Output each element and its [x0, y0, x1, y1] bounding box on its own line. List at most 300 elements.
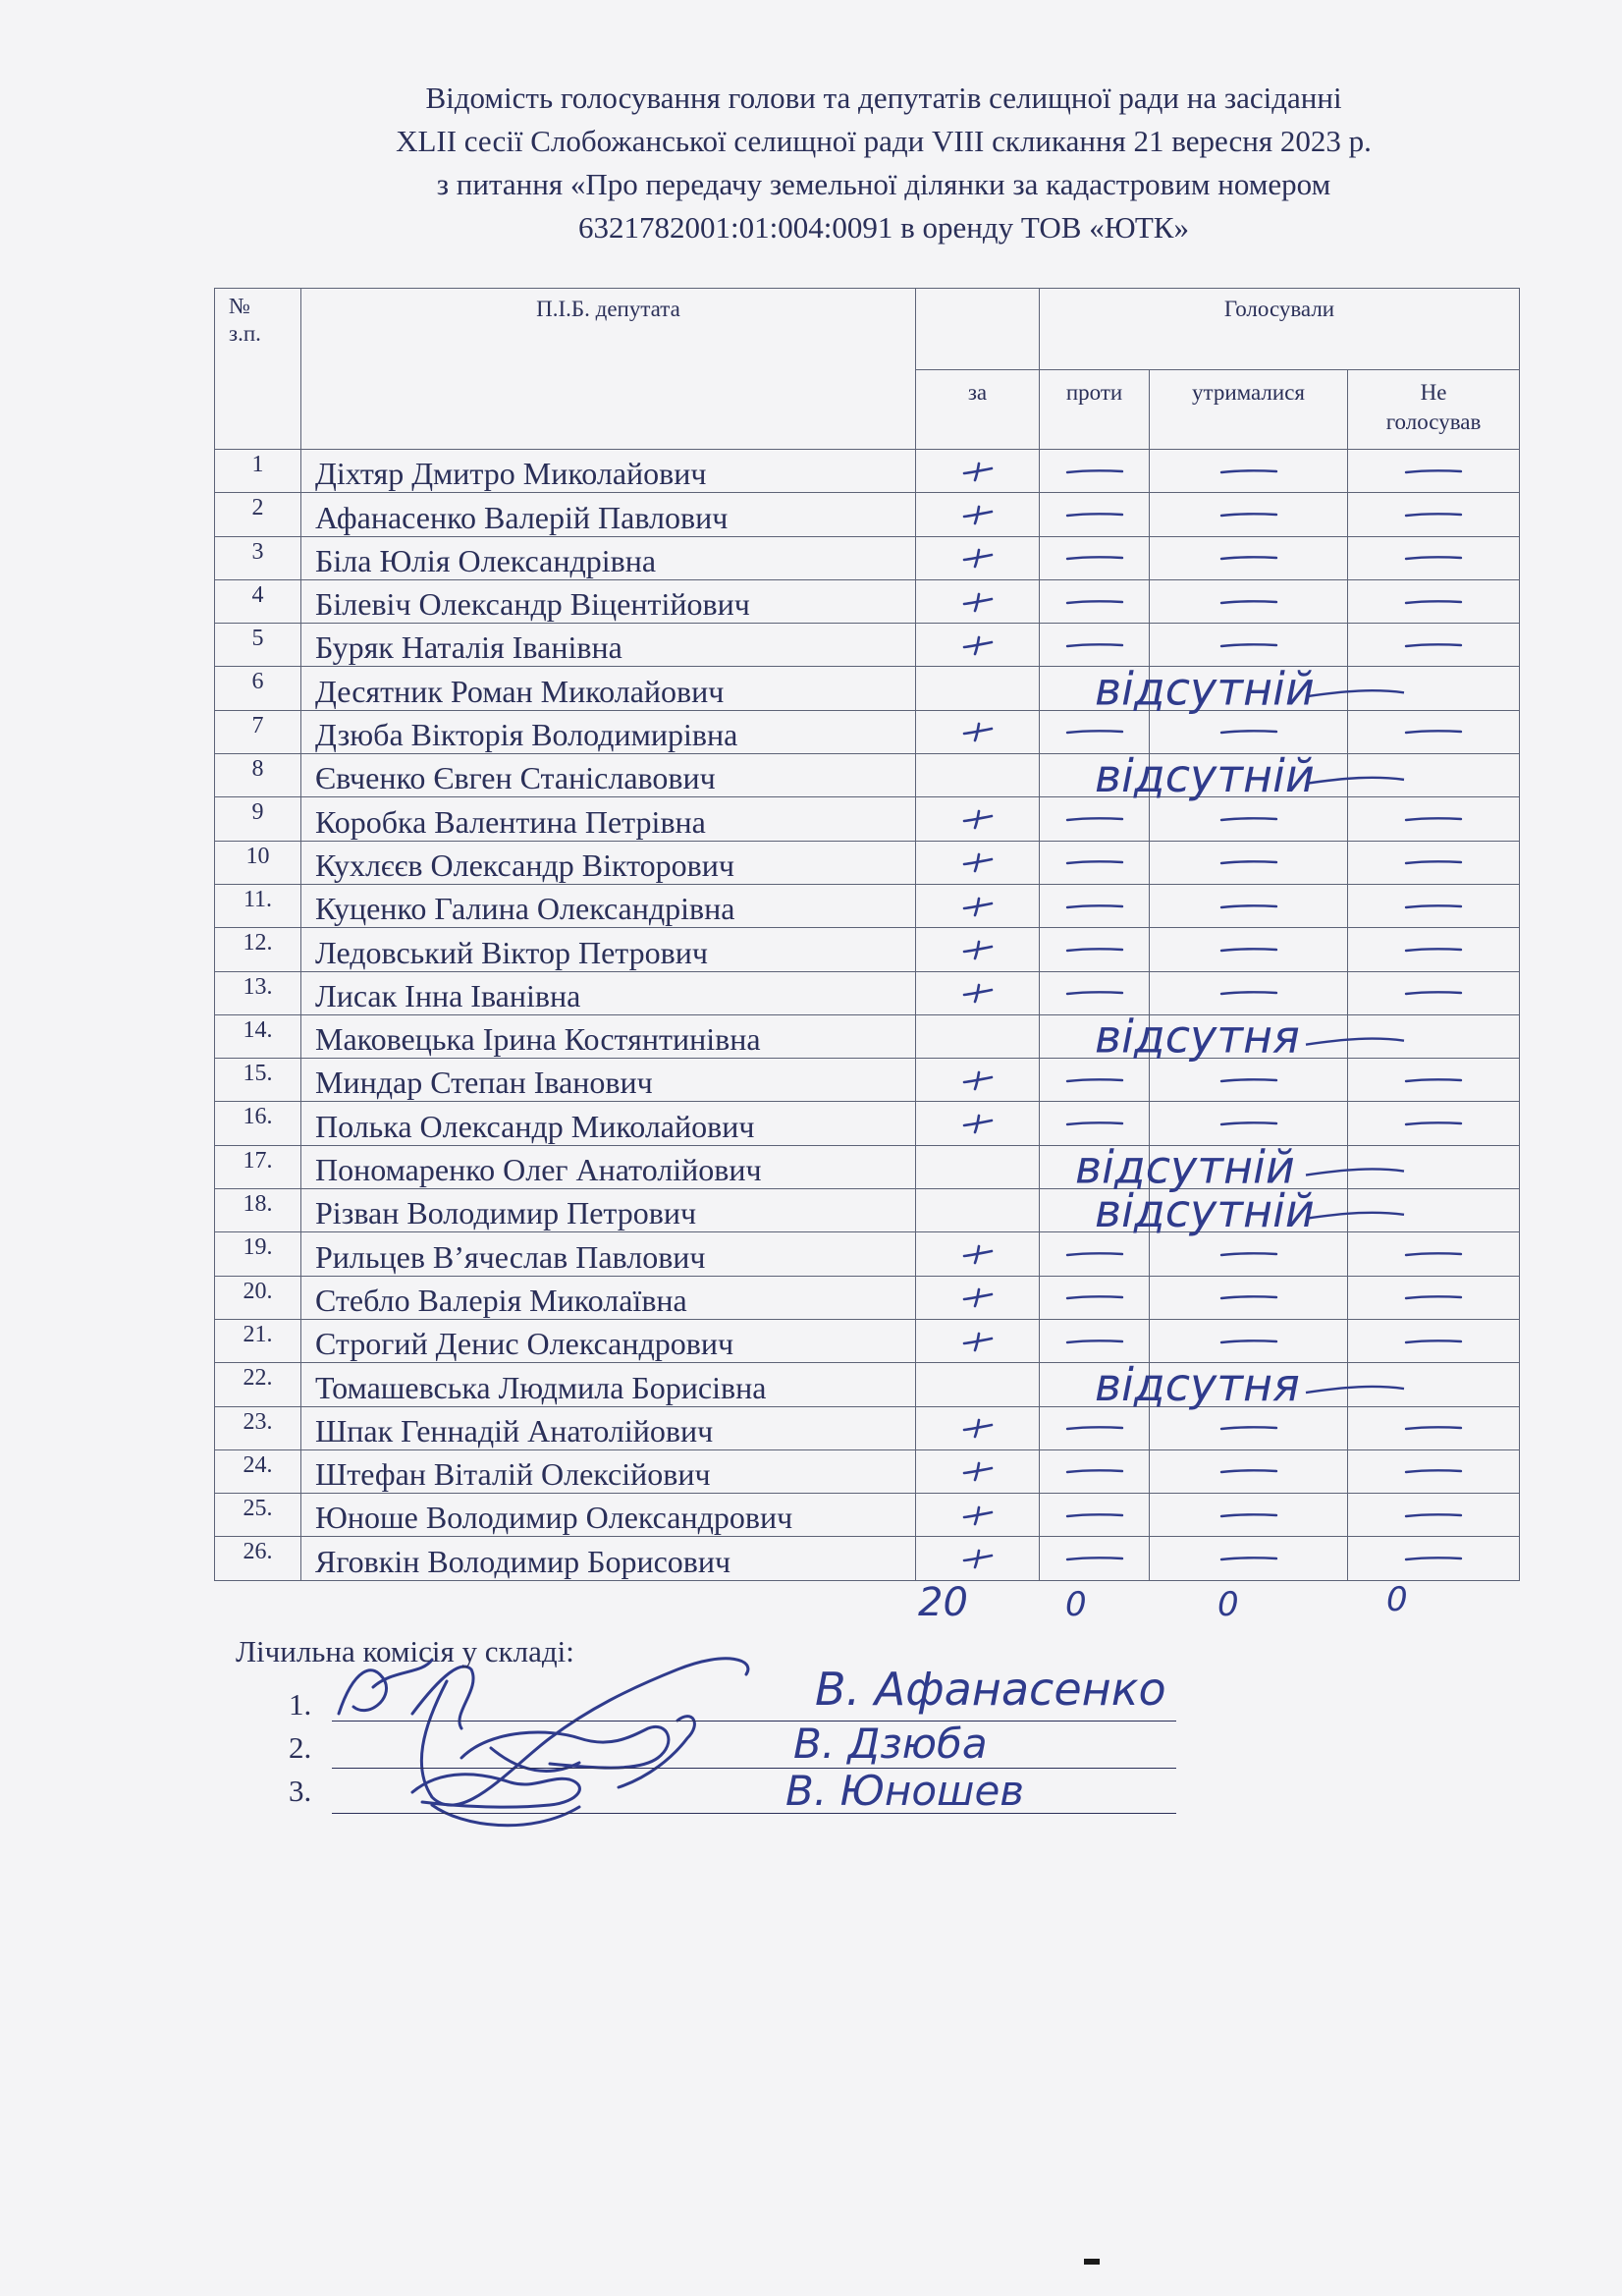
- vote-for-cell: [916, 841, 1040, 884]
- absence-note: відсутній: [1095, 1183, 1315, 1237]
- deputy-name: Біла Юлія Олександрівна: [301, 536, 916, 579]
- dash-mark-icon: [1217, 902, 1280, 911]
- table-row: [215, 1145, 1520, 1188]
- vote-against-cell: [1040, 1059, 1150, 1102]
- vote-not-voted-cell: [1348, 1494, 1520, 1537]
- vote-for-cell: [916, 1449, 1040, 1493]
- plus-mark-icon: [958, 1548, 998, 1569]
- vote-not-voted-cell: [1348, 710, 1520, 753]
- dash-mark-icon: [1402, 814, 1465, 824]
- header-voted: Голосували: [1040, 289, 1520, 370]
- table-row: [215, 1449, 1520, 1493]
- vote-against-cell: [1040, 536, 1150, 579]
- vote-not-voted-cell: [1348, 624, 1520, 667]
- dash-mark-icon: [1063, 640, 1126, 650]
- dash-mark-icon: [1063, 553, 1126, 563]
- vote-for-cell: [916, 1059, 1040, 1102]
- vote-for-cell: [916, 971, 1040, 1014]
- deputy-name: Лисак Інна Іванівна: [301, 971, 916, 1014]
- dash-mark-icon: [1402, 1119, 1465, 1128]
- table-row: [215, 624, 1520, 667]
- header-for: за: [916, 370, 1040, 450]
- vote-not-voted-cell: [1348, 1014, 1520, 1058]
- vote-not-voted-cell: [1348, 841, 1520, 884]
- title-line: Відомість голосування голови та депутатів селищної ради на засіданні: [425, 81, 1342, 115]
- plus-mark-icon: [958, 1417, 998, 1439]
- dash-mark-icon: [1063, 1249, 1126, 1259]
- vote-abstained-cell: [1150, 450, 1348, 493]
- plus-mark-icon: [958, 1331, 998, 1352]
- plus-mark-icon: [958, 547, 998, 569]
- row-number: 8: [215, 754, 301, 797]
- vote-for-cell: [916, 1014, 1040, 1058]
- plus-mark-icon: [958, 1243, 998, 1265]
- vote-against-cell: [1040, 1189, 1150, 1232]
- plus-mark-icon: [958, 939, 998, 960]
- vote-for-cell: [916, 1494, 1040, 1537]
- dash-mark-icon: [1063, 466, 1126, 476]
- vote-for-cell: [916, 579, 1040, 623]
- vote-abstained-cell: [1150, 1319, 1348, 1362]
- vote-against-cell: [1040, 1449, 1150, 1493]
- commission-label: Лічильна комісія у складі:: [236, 1634, 574, 1668]
- vote-not-voted-cell: [1348, 1406, 1520, 1449]
- vote-for-cell: [916, 928, 1040, 971]
- vote-against-cell: [1040, 710, 1150, 753]
- header-blank: [916, 289, 1040, 370]
- vote-abstained-cell: [1150, 841, 1348, 884]
- row-number: 17.: [215, 1145, 301, 1188]
- table-row: [215, 884, 1520, 927]
- commission-num-3: 3.: [289, 1774, 312, 1808]
- row-number: 20.: [215, 1276, 301, 1319]
- plus-mark-icon: [958, 1113, 998, 1134]
- vote-against-cell: [1040, 1232, 1150, 1276]
- dash-mark-icon: [1217, 553, 1280, 563]
- row-number: 22.: [215, 1363, 301, 1406]
- vote-not-voted-cell: [1348, 579, 1520, 623]
- table-row: [215, 1059, 1520, 1102]
- vote-against-cell: [1040, 928, 1150, 971]
- vote-abstained-cell: [1150, 1102, 1348, 1145]
- dash-mark-icon: [1217, 1466, 1280, 1476]
- title-line: XLII сесії Слобожанської селищної ради VIII скликання 21 вересня 2023 р.: [396, 124, 1372, 158]
- header-against: проти: [1040, 370, 1150, 450]
- total-for: 20: [918, 1580, 968, 1625]
- plus-mark-icon: [958, 1504, 998, 1526]
- plus-mark-icon: [958, 982, 998, 1004]
- voting-table: [214, 288, 1520, 1581]
- dash-mark-icon: [1217, 1075, 1280, 1085]
- deputy-name: Стебло Валерія Миколаївна: [301, 1276, 916, 1319]
- dash-mark-icon: [1217, 727, 1280, 737]
- dash-mark-icon: [1217, 1292, 1280, 1302]
- deputy-name: Євченко Євген Станіславович: [301, 754, 916, 797]
- vote-not-voted-cell: [1348, 1276, 1520, 1319]
- table-row: [215, 1276, 1520, 1319]
- row-number: 14.: [215, 1014, 301, 1058]
- dash-mark-icon: [1217, 1510, 1280, 1520]
- vote-not-voted-cell: [1348, 884, 1520, 927]
- vote-abstained-cell: [1150, 579, 1348, 623]
- table-row: [215, 841, 1520, 884]
- vote-not-voted-cell: [1348, 1232, 1520, 1276]
- scan-speck: [1084, 2259, 1100, 2265]
- plus-mark-icon: [958, 461, 998, 482]
- table-row: [215, 493, 1520, 536]
- row-number: 5: [215, 624, 301, 667]
- vote-against-cell: [1040, 971, 1150, 1014]
- table-row: [215, 1014, 1520, 1058]
- dash-mark-icon: [1063, 1075, 1126, 1085]
- table-row: [215, 971, 1520, 1014]
- deputy-name: Десятник Роман Миколайович: [301, 667, 916, 710]
- deputy-name: Рильцев В’ячеслав Павлович: [301, 1232, 916, 1276]
- dash-mark-icon: [1063, 857, 1126, 867]
- vote-abstained-cell: [1150, 1363, 1348, 1406]
- table-row: [215, 1494, 1520, 1537]
- signature-line: [332, 1813, 1176, 1814]
- dash-mark-icon: [1217, 1337, 1280, 1346]
- vote-against-cell: [1040, 1276, 1150, 1319]
- row-number: 7: [215, 710, 301, 753]
- vote-against-cell: [1040, 1406, 1150, 1449]
- vote-abstained-cell: [1150, 797, 1348, 841]
- dash-mark-icon: [1217, 857, 1280, 867]
- plus-mark-icon: [958, 1286, 998, 1308]
- signature-line: [332, 1721, 1176, 1722]
- vote-abstained-cell: [1150, 667, 1348, 710]
- dash-mark-icon: [1402, 727, 1465, 737]
- vote-not-voted-cell: [1348, 1537, 1520, 1580]
- vote-against-cell: [1040, 797, 1150, 841]
- row-number: 6: [215, 667, 301, 710]
- deputy-name: Коробка Валентина Петрівна: [301, 797, 916, 841]
- vote-against-cell: [1040, 884, 1150, 927]
- vote-not-voted-cell: [1348, 536, 1520, 579]
- plus-mark-icon: [958, 721, 998, 742]
- dash-mark-icon: [1217, 945, 1280, 955]
- plus-mark-icon: [958, 851, 998, 873]
- vote-for-cell: [916, 536, 1040, 579]
- table-row: [215, 1537, 1520, 1580]
- deputy-name: Ледовський Віктор Петрович: [301, 928, 916, 971]
- plus-mark-icon: [958, 591, 998, 613]
- table-row: [215, 1102, 1520, 1145]
- plus-mark-icon: [958, 896, 998, 917]
- deputy-name: Яговкін Володимир Борисович: [301, 1537, 916, 1580]
- row-number: 21.: [215, 1319, 301, 1362]
- dash-mark-icon: [1063, 1554, 1126, 1563]
- total-not-voted: 0: [1386, 1580, 1408, 1619]
- vote-against-cell: [1040, 1145, 1150, 1188]
- member-name-3: В. Юношев: [785, 1767, 1025, 1815]
- deputy-name: Пономаренко Олег Анатолійович: [301, 1145, 916, 1188]
- row-number: 4: [215, 579, 301, 623]
- signature-1-icon: [339, 1659, 748, 1805]
- vote-for-cell: [916, 1145, 1040, 1188]
- absence-note: відсутня: [1095, 1358, 1300, 1412]
- absence-note: відсутня: [1095, 1010, 1300, 1064]
- plus-mark-icon: [958, 808, 998, 830]
- document-title: [147, 77, 1620, 249]
- header-not-voted: Не голосував: [1348, 370, 1520, 450]
- absence-note: відсутній: [1075, 1140, 1295, 1194]
- dash-mark-icon: [1402, 510, 1465, 519]
- dash-mark-icon: [1402, 1423, 1465, 1433]
- row-number: 16.: [215, 1102, 301, 1145]
- row-number: 12.: [215, 928, 301, 971]
- deputy-name: Юноше Володимир Олександрович: [301, 1494, 916, 1537]
- dash-mark-icon: [1063, 510, 1126, 519]
- dash-mark-icon: [1063, 1510, 1126, 1520]
- row-number: 18.: [215, 1189, 301, 1232]
- dash-mark-icon: [1063, 945, 1126, 955]
- dash-mark-icon: [1217, 466, 1280, 476]
- dash-mark-icon: [1063, 597, 1126, 607]
- dash-mark-icon: [1402, 1292, 1465, 1302]
- table-row: [215, 1189, 1520, 1232]
- dash-mark-icon: [1402, 466, 1465, 476]
- vote-against-cell: [1040, 493, 1150, 536]
- vote-for-cell: [916, 797, 1040, 841]
- vote-for-cell: [916, 1102, 1040, 1145]
- deputy-name: Різван Володимир Петрович: [301, 1189, 916, 1232]
- row-number: 26.: [215, 1537, 301, 1580]
- table-row: [215, 710, 1520, 753]
- vote-for-cell: [916, 710, 1040, 753]
- deputy-name: Діхтяр Дмитро Миколайович: [301, 450, 916, 493]
- vote-for-cell: [916, 1232, 1040, 1276]
- dash-mark-icon: [1402, 640, 1465, 650]
- vote-not-voted-cell: [1348, 1059, 1520, 1102]
- dash-mark-icon: [1217, 1423, 1280, 1433]
- vote-abstained-cell: [1150, 1014, 1348, 1058]
- dash-mark-icon: [1217, 640, 1280, 650]
- vote-not-voted-cell: [1348, 754, 1520, 797]
- vote-abstained-cell: [1150, 710, 1348, 753]
- vote-not-voted-cell: [1348, 797, 1520, 841]
- dash-mark-icon: [1063, 1466, 1126, 1476]
- plus-mark-icon: [958, 504, 998, 525]
- row-number: 24.: [215, 1449, 301, 1493]
- dash-mark-icon: [1402, 553, 1465, 563]
- deputy-name: Миндар Степан Іванович: [301, 1059, 916, 1102]
- header-abstained: утрималися: [1150, 370, 1348, 450]
- plus-mark-icon: [958, 1460, 998, 1482]
- header-number: № з.п.: [215, 289, 301, 450]
- vote-for-cell: [916, 1276, 1040, 1319]
- vote-not-voted-cell: [1348, 1189, 1520, 1232]
- dash-mark-icon: [1402, 1554, 1465, 1563]
- table-row: [215, 928, 1520, 971]
- dash-mark-icon: [1217, 510, 1280, 519]
- vote-abstained-cell: [1150, 928, 1348, 971]
- vote-abstained-cell: [1150, 1494, 1348, 1537]
- deputy-name: Полька Олександр Миколайович: [301, 1102, 916, 1145]
- vote-against-cell: [1040, 1494, 1150, 1537]
- row-number: 1: [215, 450, 301, 493]
- row-number: 3: [215, 536, 301, 579]
- vote-not-voted-cell: [1348, 667, 1520, 710]
- table-row: [215, 667, 1520, 710]
- plus-mark-icon: [958, 1069, 998, 1091]
- member-name-1: В. Афанасенко: [815, 1663, 1166, 1716]
- table-row: [215, 450, 1520, 493]
- vote-abstained-cell: [1150, 1232, 1348, 1276]
- table-row: [215, 754, 1520, 797]
- dash-mark-icon: [1402, 945, 1465, 955]
- vote-abstained-cell: [1150, 1059, 1348, 1102]
- dash-mark-icon: [1217, 1249, 1280, 1259]
- dash-mark-icon: [1402, 988, 1465, 998]
- row-number: 10: [215, 841, 301, 884]
- vote-for-cell: [916, 1319, 1040, 1362]
- table-body: [215, 450, 1520, 1581]
- signature-2-icon: [461, 1717, 694, 1787]
- dash-mark-icon: [1402, 902, 1465, 911]
- vote-not-voted-cell: [1348, 493, 1520, 536]
- commission-num-1: 1.: [289, 1687, 312, 1722]
- vote-abstained-cell: [1150, 971, 1348, 1014]
- vote-against-cell: [1040, 754, 1150, 797]
- vote-against-cell: [1040, 1363, 1150, 1406]
- dash-mark-icon: [1217, 1554, 1280, 1563]
- signature-3-icon: [412, 1775, 579, 1826]
- dash-mark-icon: [1402, 1337, 1465, 1346]
- row-number: 9: [215, 797, 301, 841]
- vote-against-cell: [1040, 667, 1150, 710]
- table-row: [215, 1232, 1520, 1276]
- vote-not-voted-cell: [1348, 1145, 1520, 1188]
- vote-against-cell: [1040, 1319, 1150, 1362]
- dash-mark-icon: [1402, 857, 1465, 867]
- vote-abstained-cell: [1150, 1276, 1348, 1319]
- vote-not-voted-cell: [1348, 971, 1520, 1014]
- deputy-name: Маковецька Ірина Костянтинівна: [301, 1014, 916, 1058]
- vote-not-voted-cell: [1348, 1449, 1520, 1493]
- total-against: 0: [1065, 1585, 1087, 1624]
- dash-mark-icon: [1217, 988, 1280, 998]
- vote-for-cell: [916, 624, 1040, 667]
- dash-mark-icon: [1063, 902, 1126, 911]
- vote-not-voted-cell: [1348, 1319, 1520, 1362]
- vote-abstained-cell: [1150, 493, 1348, 536]
- member-name-2: В. Дзюба: [793, 1720, 988, 1768]
- dash-mark-icon: [1402, 1075, 1465, 1085]
- vote-abstained-cell: [1150, 1449, 1348, 1493]
- title-line: з питання «Про передачу земельної ділянки за кадастровим номером: [436, 167, 1331, 201]
- dash-mark-icon: [1217, 814, 1280, 824]
- vote-not-voted-cell: [1348, 1102, 1520, 1145]
- deputy-name: Буряк Наталія Іванівна: [301, 624, 916, 667]
- vote-abstained-cell: [1150, 754, 1348, 797]
- row-number: 11.: [215, 884, 301, 927]
- dash-mark-icon: [1063, 1292, 1126, 1302]
- deputy-name: Томашевська Людмила Борисівна: [301, 1363, 916, 1406]
- dash-mark-icon: [1063, 988, 1126, 998]
- vote-against-cell: [1040, 1537, 1150, 1580]
- vote-not-voted-cell: [1348, 928, 1520, 971]
- deputy-name: Кухлєєв Олександр Вікторович: [301, 841, 916, 884]
- vote-for-cell: [916, 667, 1040, 710]
- row-number: 25.: [215, 1494, 301, 1537]
- deputy-name: Строгий Денис Олександрович: [301, 1319, 916, 1362]
- vote-against-cell: [1040, 579, 1150, 623]
- vote-against-cell: [1040, 624, 1150, 667]
- dash-mark-icon: [1063, 727, 1126, 737]
- row-number: 13.: [215, 971, 301, 1014]
- dash-mark-icon: [1063, 1423, 1126, 1433]
- row-number: 15.: [215, 1059, 301, 1102]
- vote-abstained-cell: [1150, 1145, 1348, 1188]
- vote-abstained-cell: [1150, 624, 1348, 667]
- dash-mark-icon: [1402, 1510, 1465, 1520]
- vote-for-cell: [916, 884, 1040, 927]
- vote-abstained-cell: [1150, 1537, 1348, 1580]
- deputy-name: Афанасенко Валерій Павлович: [301, 493, 916, 536]
- commission-num-2: 2.: [289, 1730, 312, 1765]
- vote-against-cell: [1040, 1102, 1150, 1145]
- vote-for-cell: [916, 1406, 1040, 1449]
- total-abstained: 0: [1217, 1585, 1239, 1624]
- vote-for-cell: [916, 450, 1040, 493]
- absence-note: відсутній: [1095, 662, 1315, 716]
- vote-for-cell: [916, 1537, 1040, 1580]
- dash-mark-icon: [1063, 1119, 1126, 1128]
- table-row: [215, 1319, 1520, 1362]
- row-number: 23.: [215, 1406, 301, 1449]
- plus-mark-icon: [958, 634, 998, 656]
- vote-abstained-cell: [1150, 536, 1348, 579]
- vote-not-voted-cell: [1348, 450, 1520, 493]
- deputy-name: Штефан Віталій Олексійович: [301, 1449, 916, 1493]
- dash-mark-icon: [1217, 1119, 1280, 1128]
- vote-against-cell: [1040, 450, 1150, 493]
- vote-for-cell: [916, 493, 1040, 536]
- row-number: 2: [215, 493, 301, 536]
- vote-against-cell: [1040, 841, 1150, 884]
- deputy-name: Куценко Галина Олександрівна: [301, 884, 916, 927]
- vote-for-cell: [916, 754, 1040, 797]
- title-line: 6321782001:01:004:0091 в оренду ТОВ «ЮТК»: [578, 210, 1189, 245]
- signature-line: [332, 1768, 1176, 1769]
- deputy-name: Шпак Геннадій Анатолійович: [301, 1406, 916, 1449]
- absence-note: відсутній: [1095, 748, 1315, 802]
- table-row: [215, 797, 1520, 841]
- dash-mark-icon: [1063, 1337, 1126, 1346]
- dash-mark-icon: [1217, 597, 1280, 607]
- vote-against-cell: [1040, 1014, 1150, 1058]
- dash-mark-icon: [1063, 814, 1126, 824]
- table-row: [215, 536, 1520, 579]
- vote-abstained-cell: [1150, 884, 1348, 927]
- row-number: 19.: [215, 1232, 301, 1276]
- table-row: [215, 579, 1520, 623]
- table-row: [215, 1406, 1520, 1449]
- table-row: [215, 1363, 1520, 1406]
- deputy-name: Дзюба Вікторія Володимирівна: [301, 710, 916, 753]
- vote-abstained-cell: [1150, 1189, 1348, 1232]
- dash-mark-icon: [1402, 1249, 1465, 1259]
- deputy-name: Білевіч Олександр Віцентійович: [301, 579, 916, 623]
- vote-for-cell: [916, 1363, 1040, 1406]
- vote-abstained-cell: [1150, 1406, 1348, 1449]
- header-name: П.І.Б. депутата: [301, 289, 916, 450]
- dash-mark-icon: [1402, 1466, 1465, 1476]
- dash-mark-icon: [1402, 597, 1465, 607]
- vote-not-voted-cell: [1348, 1363, 1520, 1406]
